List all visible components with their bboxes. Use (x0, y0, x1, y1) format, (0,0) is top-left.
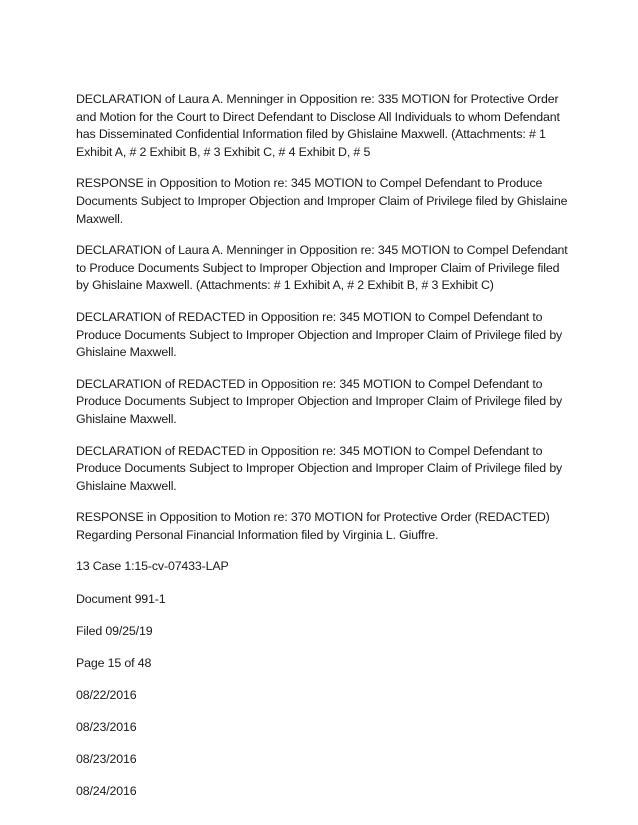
docket-entry-text: RESPONSE in Opposition to Motion re: 370 MOTION for Protective Order (REDACTED) Regarding Personal Financial Information filed by Virginia L. Giuffre. (76, 510, 550, 542)
docket-entry-text: RESPONSE in Opposition to Motion re: 345 MOTION to Compel Defendant to Produce Documents Subject to Improper Objection and Improper Claim of Privilege filed by Ghislaine Maxwell. (76, 176, 568, 226)
entry-date: 08/23/2016 (76, 752, 137, 767)
entry-date: 08/23/2016 (76, 719, 137, 734)
docket-entry-text: DECLARATION of Laura A. Menninger in Opposition re: 335 MOTION for Protective Order and Motion for the Court to Direct Defendant to Disclose All Individuals to whom Defendant has Disseminated Confidential Information filed by Ghislaine Maxwell. (Attachments: # 1 Exhibit A, # 2 Exhibit B, # 3 Exhibit C, # 4 Exhibit D, # 5 (76, 92, 560, 159)
document-number: Document 991-1 (76, 591, 166, 606)
docket-entry-text: DECLARATION of REDACTED in Opposition re: 345 MOTION to Compel Defendant to Produce Documents Subject to Improper Objection and Improper Claim of Privilege filed by Ghislaine Maxwell. (76, 376, 563, 426)
entry-date: 08/22/2016 (76, 687, 137, 702)
document-body (76, 91, 568, 815)
docket-entry-text: DECLARATION of REDACTED in Opposition re: 345 MOTION to Compel Defendant to Produce Documents Subject to Improper Objection and Improper Claim of Privilege filed by Ghislaine Maxwell. (76, 309, 563, 360)
entry-date: 08/24/2016 (76, 784, 137, 799)
filed-date: Filed 09/25/19 (76, 623, 153, 638)
case-number: 13 Case 1:15-cv-07433-LAP (76, 559, 229, 574)
docket-entry-text: DECLARATION of REDACTED in Opposition re: 345 MOTION to Compel Defendant to Produce Documents Subject to Improper Objection and Improper Claim of Privilege filed by Ghislaine Maxwell. (76, 443, 563, 493)
docket-entry-text: DECLARATION of Laura A. Menninger in Opposition re: 345 MOTION to Compel Defendant to Produce Documents Subject to Improper Objection and Improper Claim of Privilege filed by Ghislaine Maxwell. (Attachments: # 1 Exhibit A, # 2 Exhibit B, # 3 Exhibit C) (76, 243, 568, 293)
page-number: Page 15 of 48 (76, 655, 152, 670)
